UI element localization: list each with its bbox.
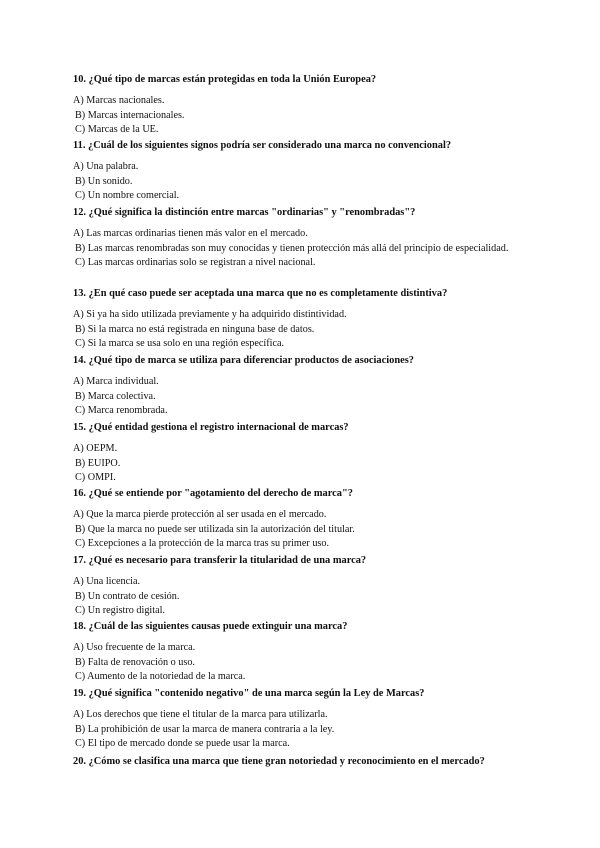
question-11 bbox=[73, 139, 540, 204]
option-list bbox=[73, 575, 540, 619]
option-c: C) Un registro digital. bbox=[75, 605, 165, 616]
question-18 bbox=[73, 620, 540, 685]
option-b: B) Que la marca no puede ser utilizada sin la autorización del titular. bbox=[75, 523, 355, 535]
option-c: C) OMPI. bbox=[75, 472, 116, 483]
option-a: A) Uso frecuente de la marca. bbox=[73, 642, 196, 653]
option-b: B) Las marcas renombradas son muy conocidas y tienen protección más allá del principio de especialidad. bbox=[75, 242, 509, 254]
question-20 bbox=[73, 755, 540, 776]
option-a: A) Los derechos que tiene el titular de la marca para utilizarla. bbox=[73, 709, 328, 720]
option-a: A) Una palabra. bbox=[73, 161, 139, 172]
question-16 bbox=[73, 487, 540, 552]
question-title: 16. ¿Qué se entiende por "agotamiento del derecho de marca"? bbox=[73, 488, 353, 499]
option-a: A) Una licencia. bbox=[73, 576, 141, 587]
option-list bbox=[73, 227, 540, 271]
option-a: A) Que la marca pierde protección al ser usada en el mercado. bbox=[73, 509, 327, 520]
question-title: 11. ¿Cuál de los siguientes signos podría ser considerado una marca no convencional? bbox=[73, 140, 452, 151]
question-title: 14. ¿Qué tipo de marca se utiliza para diferenciar productos de asociaciones? bbox=[73, 355, 414, 366]
option-b: B) Falta de renovación o uso. bbox=[75, 656, 195, 668]
question-15 bbox=[73, 421, 540, 486]
option-b: B) Marcas internacionales. bbox=[75, 109, 185, 121]
option-c: C) Un nombre comercial. bbox=[75, 190, 180, 201]
option-list bbox=[73, 641, 540, 685]
option-a: A) Marca individual. bbox=[73, 376, 159, 387]
option-c: C) Marcas de la UE. bbox=[75, 124, 159, 135]
question-title: 19. ¿Qué significa "contenido negativo" de una marca según la Ley de Marcas? bbox=[73, 688, 425, 699]
option-b: B) EUIPO. bbox=[75, 457, 121, 469]
option-list bbox=[73, 708, 540, 752]
question-13 bbox=[73, 287, 540, 352]
question-10 bbox=[73, 73, 540, 138]
option-c: C) Las marcas ordinarias solo se registran a nivel nacional. bbox=[75, 257, 316, 268]
option-list bbox=[73, 442, 540, 486]
question-19 bbox=[73, 687, 540, 752]
option-list bbox=[73, 508, 540, 552]
question-title: 13. ¿En qué caso puede ser aceptada una marca que no es completamente distintiva? bbox=[73, 288, 448, 299]
option-b: B) Un contrato de cesión. bbox=[75, 590, 180, 602]
option-c: C) Aumento de la notoriedad de la marca. bbox=[75, 671, 246, 682]
question-title: 20. ¿Cómo se clasifica una marca que tiene gran notoriedad y reconocimiento en el mercado? bbox=[73, 756, 485, 767]
question-title: 15. ¿Qué entidad gestiona el registro internacional de marcas? bbox=[73, 422, 349, 433]
option-a: A) Si ya ha sido utilizada previamente y ha adquirido distintividad. bbox=[73, 309, 347, 320]
option-b: B) Marca colectiva. bbox=[75, 390, 156, 402]
option-a: A) OEPM. bbox=[73, 443, 118, 454]
option-c: C) El tipo de mercado donde se puede usar la marca. bbox=[75, 738, 290, 749]
option-list bbox=[73, 160, 540, 204]
question-title: 18. ¿Cuál de las siguientes causas puede extinguir una marca? bbox=[73, 621, 348, 632]
question-title: 17. ¿Qué es necesario para transferir la titularidad de una marca? bbox=[73, 555, 367, 566]
option-b: B) Un sonido. bbox=[75, 175, 133, 187]
question-title: 12. ¿Qué significa la distinción entre marcas "ordinarias" y "renombradas"? bbox=[73, 207, 416, 218]
option-a: A) Las marcas ordinarias tienen más valor en el mercado. bbox=[73, 228, 308, 239]
question-14 bbox=[73, 354, 540, 419]
question-17 bbox=[73, 554, 540, 619]
option-c: C) Marca renombrada. bbox=[75, 405, 168, 416]
option-b: B) Si la marca no está registrada en ninguna base de datos. bbox=[75, 323, 315, 335]
question-title: 10. ¿Qué tipo de marcas están protegidas en toda la Unión Europea? bbox=[73, 74, 377, 85]
option-a: A) Marcas nacionales. bbox=[73, 95, 165, 106]
question-12 bbox=[73, 206, 540, 271]
option-list bbox=[73, 308, 540, 352]
option-list bbox=[73, 375, 540, 419]
option-c: C) Excepciones a la protección de la marca tras su primer uso. bbox=[75, 538, 330, 549]
option-b: B) La prohibición de usar la marca de manera contraria a la ley. bbox=[75, 723, 335, 735]
option-c: C) Si la marca se usa solo en una región específica. bbox=[75, 338, 285, 349]
option-list bbox=[73, 94, 540, 138]
